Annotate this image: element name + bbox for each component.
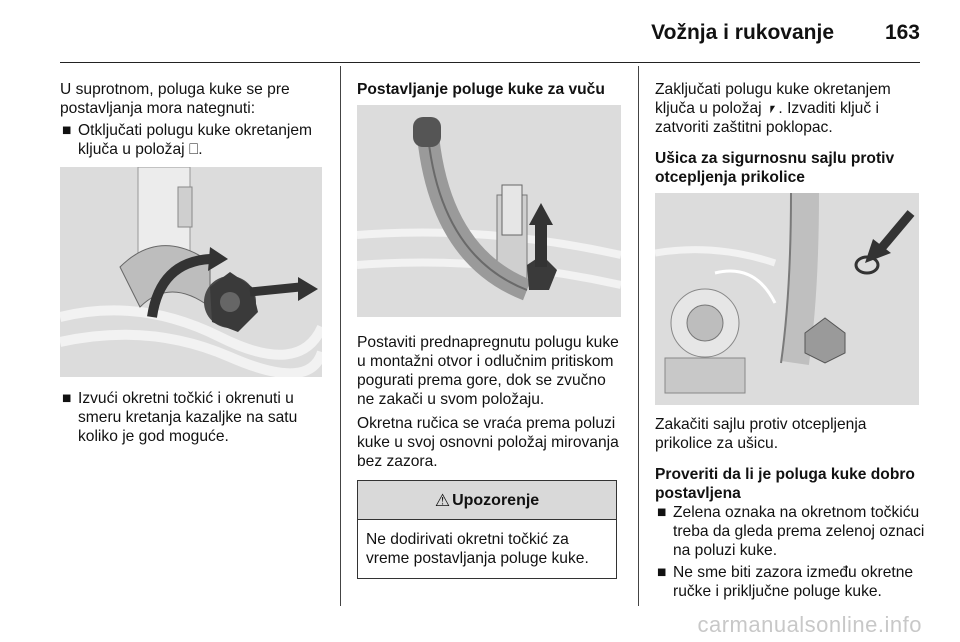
figure-tension-knob: [60, 167, 322, 377]
column-divider-1: [340, 66, 341, 606]
heading-mounting: Postavljanje poluge kuke za vuču: [357, 81, 605, 98]
column-3: [655, 80, 925, 601]
page-number: 163: [884, 21, 920, 44]
heading-check-hook: Proveriti da li je poluga kuke dobro postavljena: [655, 466, 915, 502]
mounting-paragraph-1: Postaviti prednapregnutu polugu kuke u montažni otvor i odlučnim pritiskom pogurati prema gore, dok se zvučno ne zakači u svom položaju.: [357, 334, 619, 408]
figure-mounting-hook: [357, 105, 621, 317]
column-1: [60, 80, 324, 446]
eyelet-paragraph: Zakačiti sajlu protiv otcepljenja prikolice za ušicu.: [655, 416, 867, 452]
warning-box: [357, 480, 617, 579]
column-divider-2: [638, 66, 639, 606]
bullet-mark: ■: [657, 504, 667, 521]
bullet-unlock: [60, 121, 324, 159]
mounting-paragraph-2: Okretna ručica se vraća prema poluzi kuke u svoj osnovni položaj mirovanja bez zazora.: [357, 415, 619, 470]
watermark-text: carmanualsonline.info: [697, 612, 922, 637]
bullet-green-mark: [655, 503, 925, 560]
bullet-pull-knob: [60, 389, 324, 446]
bullet-green-mark-text: Zelena oznaka na okretnom točkiću treba da gleda prema zelenoj oznaci na poluzi kuke.: [673, 504, 925, 559]
warning-body: Ne dodirivati okretni točkić za vreme postavljanja poluge kuke.: [366, 531, 589, 567]
bullet-no-gap-text: Ne sme biti zazora između okretne ručke i priključne poluge kuke.: [673, 564, 914, 600]
warning-header: [358, 481, 616, 520]
bullet-pull-knob-text: Izvući okretni točkić i okrenuti u smeru kretanja kazaljke na satu koliko je god moguće.: [78, 390, 298, 445]
section-title: Vožnja i rukovanje: [651, 21, 834, 44]
heading-safety-eyelet: Ušica za sigurnosnu sajlu protiv otcepljenja prikolice: [655, 150, 895, 186]
lock-paragraph: Zaključati polugu kuke okretanjem ključa u položaj ⎖. Izvaditi ključ i zatvoriti zaštitni poklopac.: [655, 81, 891, 136]
bullet-no-gap: [655, 563, 925, 601]
bullet-mark: ■: [62, 122, 72, 139]
warning-icon: ⚠: [434, 490, 451, 510]
bullet-mark: ■: [62, 390, 72, 407]
warning-title: Upozorenje: [452, 491, 540, 509]
bullet-mark: ■: [657, 564, 667, 581]
column-2: [357, 80, 623, 579]
intro-text: U suprotnom, poluga kuke se pre postavljanja mora nategnuti:: [60, 81, 290, 117]
bullet-unlock-text: Otključati polugu kuke okretanjem ključa u položaj ⎕.: [78, 122, 313, 158]
figure-safety-eyelet: [655, 193, 919, 405]
page-header: [60, 18, 920, 63]
